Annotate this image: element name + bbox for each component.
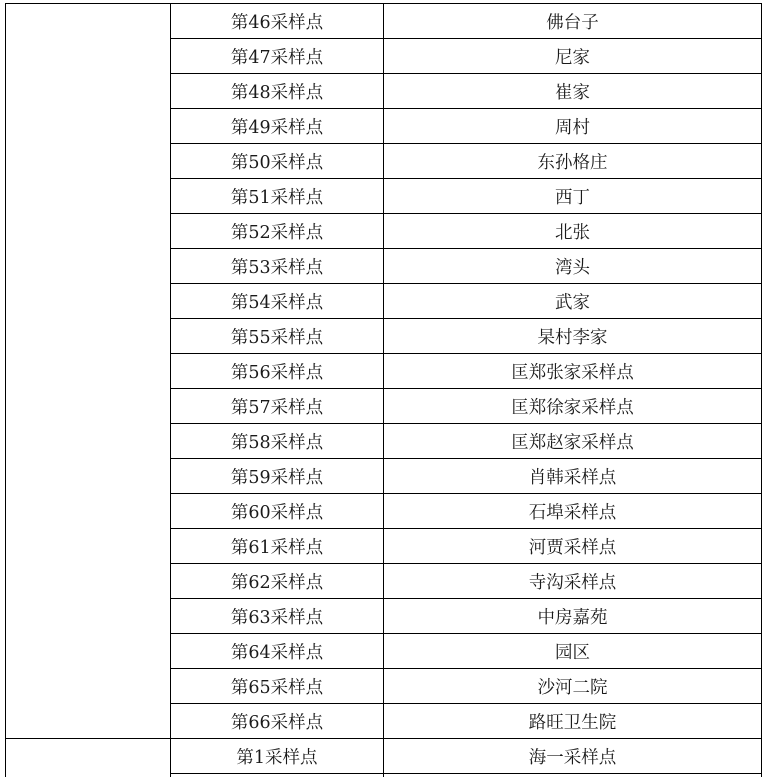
sampling-point-name: 第57采样点 <box>171 389 384 424</box>
sampling-point-name: 第64采样点 <box>171 634 384 669</box>
sampling-location: 杲村李家 <box>384 319 762 354</box>
sampling-location: 园区 <box>384 634 762 669</box>
sampling-location: 寺沟采样点 <box>384 564 762 599</box>
sampling-location: 匡郑赵家采样点 <box>384 424 762 459</box>
sampling-point-name: 第60采样点 <box>171 494 384 529</box>
sampling-point-name: 第54采样点 <box>171 284 384 319</box>
sampling-point-name <box>171 774 384 777</box>
sampling-point-name: 第59采样点 <box>171 459 384 494</box>
sampling-location: 武家 <box>384 284 762 319</box>
sampling-point-name: 第51采样点 <box>171 179 384 214</box>
sampling-point-name: 第53采样点 <box>171 249 384 284</box>
group-cell <box>6 739 171 777</box>
sampling-location: 海一采样点 <box>384 739 762 774</box>
sampling-location <box>384 774 762 777</box>
sampling-point-name: 第65采样点 <box>171 669 384 704</box>
sampling-location: 沙河二院 <box>384 669 762 704</box>
table-row <box>6 4 762 39</box>
sampling-point-name: 第49采样点 <box>171 109 384 144</box>
sampling-point-name: 第62采样点 <box>171 564 384 599</box>
sampling-point-name: 第55采样点 <box>171 319 384 354</box>
sampling-location: 河贾采样点 <box>384 529 762 564</box>
sampling-points-table <box>5 3 762 777</box>
sampling-point-name: 第50采样点 <box>171 144 384 179</box>
sampling-location: 崔家 <box>384 74 762 109</box>
sampling-location: 湾头 <box>384 249 762 284</box>
sampling-location: 北张 <box>384 214 762 249</box>
sampling-point-name: 第47采样点 <box>171 39 384 74</box>
sampling-location: 石埠采样点 <box>384 494 762 529</box>
sampling-location: 佛台子 <box>384 4 762 39</box>
sampling-point-name: 第63采样点 <box>171 599 384 634</box>
sampling-location: 尼家 <box>384 39 762 74</box>
sampling-location: 东孙格庄 <box>384 144 762 179</box>
sampling-point-name: 第61采样点 <box>171 529 384 564</box>
sampling-location: 匡郑张家采样点 <box>384 354 762 389</box>
sampling-location: 周村 <box>384 109 762 144</box>
sampling-point-name: 第52采样点 <box>171 214 384 249</box>
sampling-point-name: 第56采样点 <box>171 354 384 389</box>
sampling-location: 路旺卫生院 <box>384 704 762 739</box>
sampling-location: 中房嘉苑 <box>384 599 762 634</box>
table-row <box>6 739 762 774</box>
sampling-point-name: 第48采样点 <box>171 74 384 109</box>
sampling-location: 肖韩采样点 <box>384 459 762 494</box>
sampling-point-name: 第1采样点 <box>171 739 384 774</box>
sampling-location: 西丁 <box>384 179 762 214</box>
group-cell <box>6 4 171 739</box>
sampling-point-name: 第66采样点 <box>171 704 384 739</box>
sampling-point-name: 第46采样点 <box>171 4 384 39</box>
sampling-location: 匡郑徐家采样点 <box>384 389 762 424</box>
sampling-point-name: 第58采样点 <box>171 424 384 459</box>
